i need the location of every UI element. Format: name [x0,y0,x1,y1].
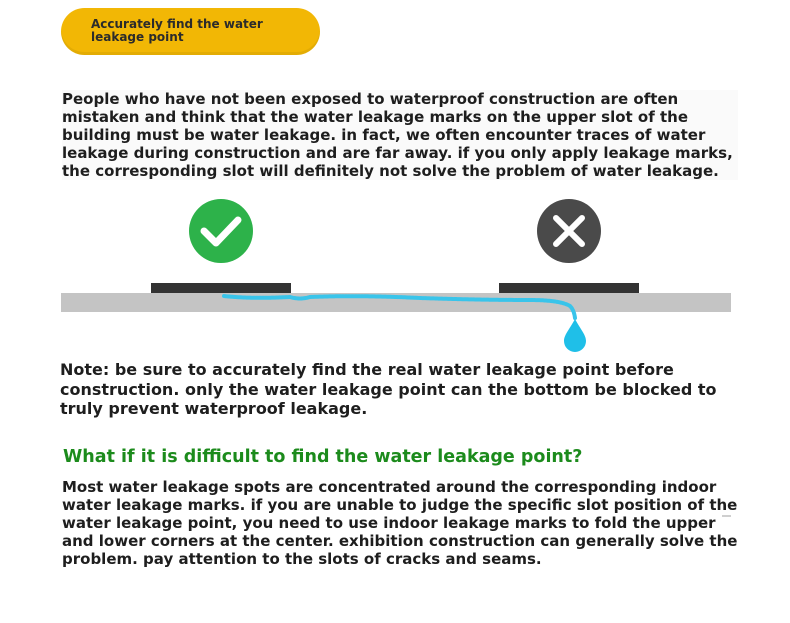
check-icon [189,199,253,263]
faq-heading: What if it is difficult to find the water leakage point? [63,447,583,467]
water-drop-icon [564,319,586,352]
leakage-diagram [0,190,790,360]
title-banner-label: Accurately find the water leakage point [91,17,263,44]
note-paragraph: Note: be sure to accurately find the real water leakage point before construction. only the water leakage point can the bottom be blocked to truly prevent waterproof leakage. [60,360,717,418]
divider-mark [722,515,731,517]
patch-correct-position [151,283,291,293]
intro-paragraph: People who have not been exposed to waterproof construction are often mistaken and think that the water leakage marks on the upper slot of the building must be water leakage. in fact, we often encounter traces of water leakage during construction and are far away. if you only apply leakage marks, the corresponding slot will definitely not solve the problem of water leakage. [62,90,738,180]
title-banner [61,8,320,55]
patch-wrong-position [499,283,639,293]
faq-answer: Most water leakage spots are concentrated around the corresponding indoor water leakage marks. if you are unable to judge the specific slot position of the water leakage point, you need to use indoor leakage marks to fold the upper and lower corners at the center. exhibition construction can generally solve the problem. pay attention to the slots of cracks and seams. [62,478,738,568]
cross-icon [537,199,601,263]
